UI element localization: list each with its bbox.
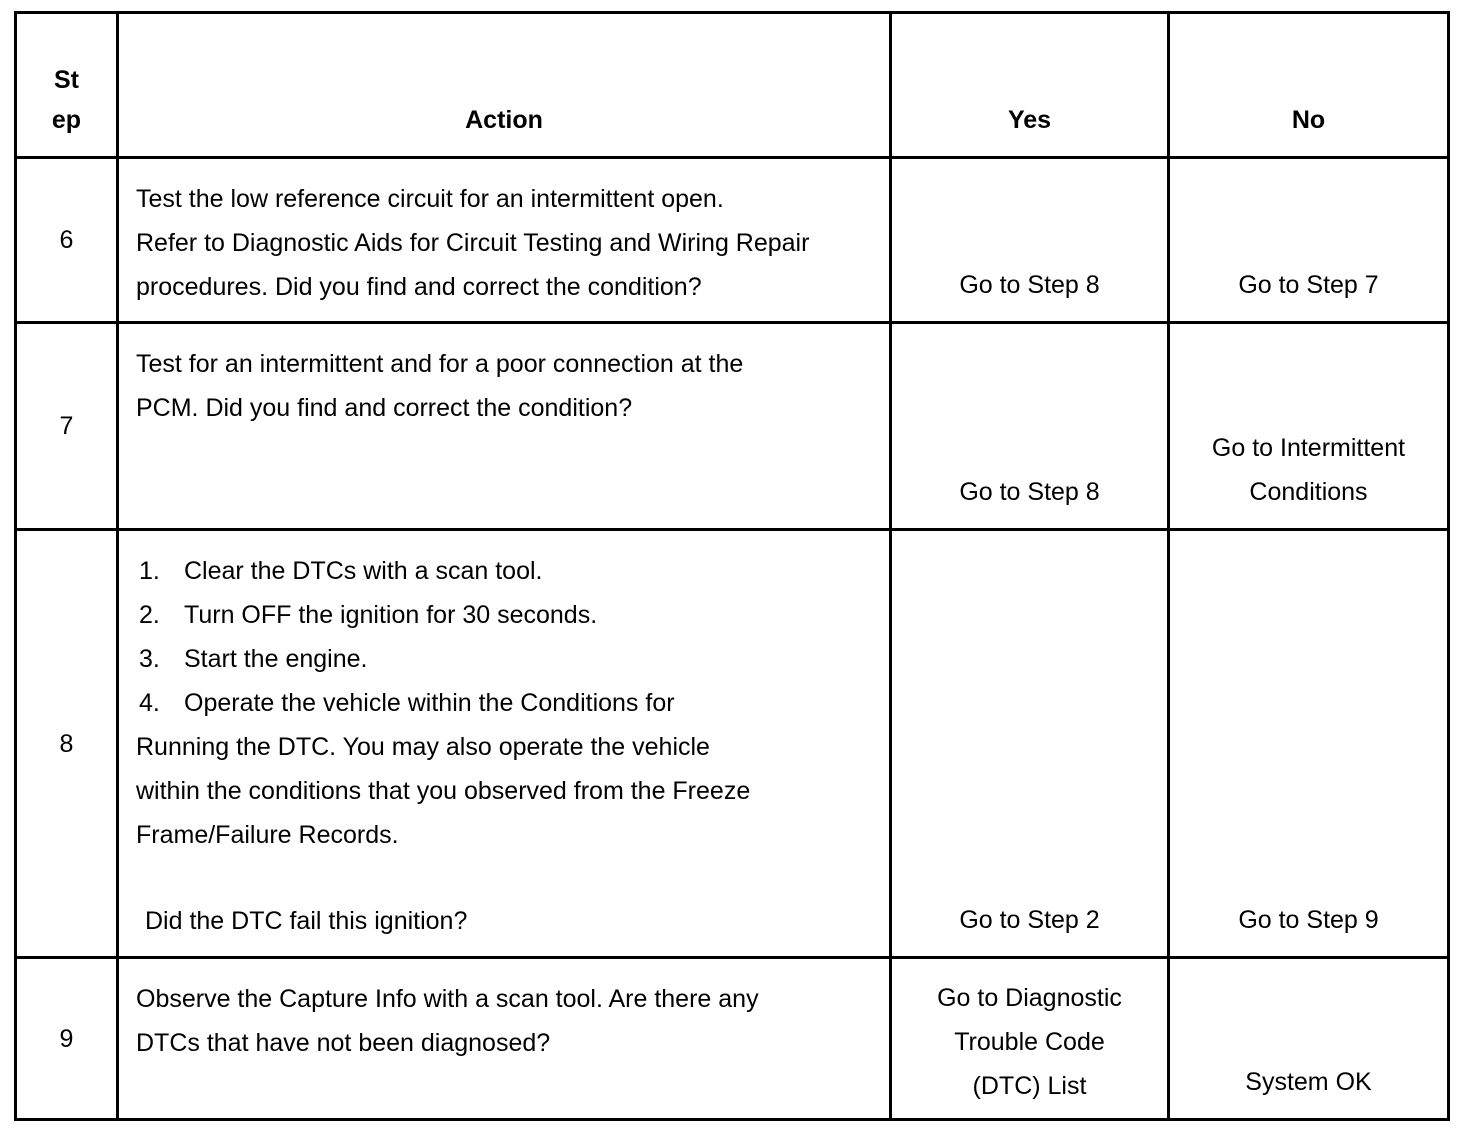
list-item [136,637,873,681]
header-step: St ep [17,14,119,159]
list-item-text: Turn OFF the ignition for 30 seconds. [184,601,598,629]
action-step-9: Observe the Capture Info with a scan tool. Are there any DTCs that have not been diagnosed? [119,959,892,1118]
list-item-text: Start the engine. [184,645,368,673]
list-item-text: Clear the DTCs with a scan tool. [184,557,543,585]
no-step-9: System OK [1245,1068,1372,1096]
list-item-number: 1. [139,557,160,585]
no-step-8: Go to Step 9 [1170,531,1447,959]
action-step-7: Test for an intermittent and for a poor connection at the PCM. Did you find and correct the condition? [119,324,892,531]
step-number-8: 8 [17,531,119,959]
list-item-number: 3. [139,645,160,673]
no-step-7: Go to Intermittent Conditions [1170,324,1447,531]
step-number-6: 6 [17,159,119,324]
action-step-8 [119,531,892,959]
yes-step-7: Go to Step 8 [892,324,1170,531]
header-action: Action [119,14,892,159]
yes-step-9: Go to Diagnostic Trouble Code (DTC) List [892,959,1170,1118]
step-8-question: Did the DTC fail this ignition? [145,907,468,935]
yes-step-6: Go to Step 8 [892,159,1170,324]
list-item-text: Operate the vehicle within the Conditions for [184,689,675,717]
step-number-9: 9 [17,959,119,1118]
yes-step-8: Go to Step 2 [892,531,1170,959]
no-step-6: Go to Step 7 [1170,159,1447,324]
diagnostic-table [14,11,1450,1121]
list-item [136,681,873,725]
list-item [136,593,873,637]
step-number-7: 7 [17,324,119,531]
list-continuation: Running the DTC. You may also operate the vehicle within the conditions that you observed from the Freeze Frame/Failure Records. [136,733,751,849]
list-item-number: 4. [139,689,160,717]
list-item [136,549,873,593]
header-no: No [1170,14,1447,159]
header-yes: Yes [892,14,1170,159]
action-step-6: Test the low reference circuit for an intermittent open. Refer to Diagnostic Aids for Circuit Testing and Wiring Repair procedures. Did you find and correct the condition? [119,159,892,324]
list-item-number: 2. [139,601,160,629]
procedure-list [136,549,873,725]
